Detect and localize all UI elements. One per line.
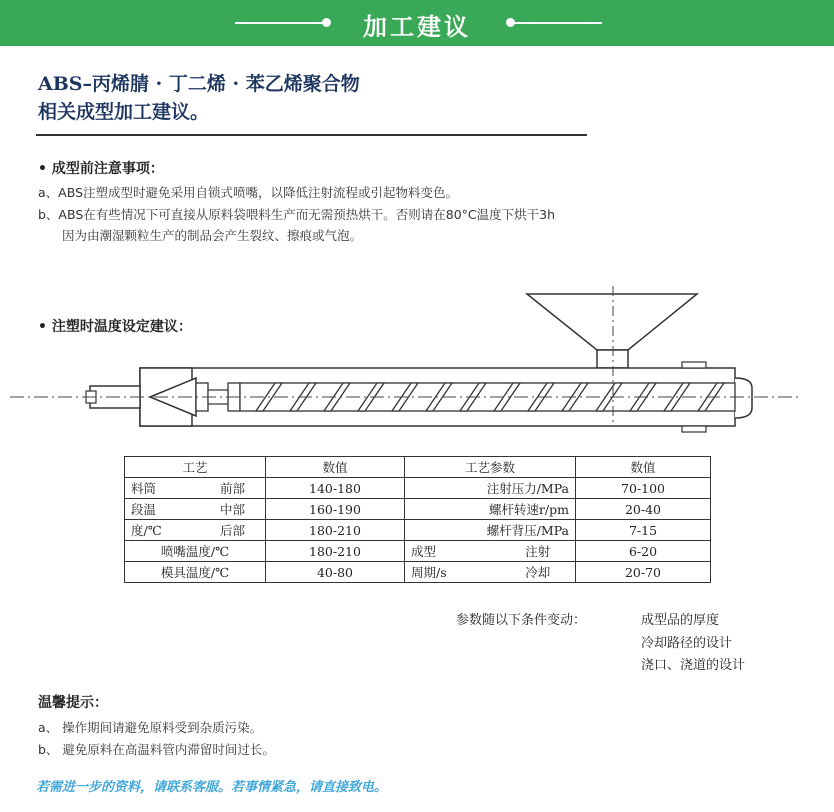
header-process: 工艺 <box>125 457 266 478</box>
cycle-cooling: 冷却 <box>501 562 576 583</box>
header-param-value: 数值 <box>576 457 711 478</box>
banner-title: 加工建议 <box>363 13 471 41</box>
nozzle-temp-value: 180-210 <box>266 541 405 562</box>
pre-molding-item-b-line-2: 因为由潮湿颗粒生产的制品会产生裂纹、擦痕或气泡。 <box>62 228 363 243</box>
barrel-label-2: 段温 <box>125 499 200 520</box>
pre-molding-heading: • 成型前注意事项： <box>38 161 164 177</box>
table-row <box>125 562 711 583</box>
pre-molding-item-a: a、ABS注塑成型时避免采用自锁式喷嘴，以降低注射流程或引起物料变色。 <box>38 185 459 200</box>
hopper-icon <box>527 294 697 350</box>
tips-item-b: b、 避免原料在高温料管内滞留时间过长。 <box>38 742 275 757</box>
zone-front: 前部 <box>200 478 266 499</box>
barrel-upper-tab <box>682 362 706 368</box>
screw-speed-value: 20-40 <box>576 499 711 520</box>
mold-temp-value: 40-80 <box>266 562 405 583</box>
injection-pressure-label: 注射压力/MPa <box>405 478 576 499</box>
process-parameter-table <box>124 456 711 583</box>
nozzle-temp-label: 喷嘴温度/℃ <box>125 541 266 562</box>
title-line-2: 相关成型加工建议。 <box>38 101 210 123</box>
table-header-row <box>125 457 711 478</box>
zone-middle: 中部 <box>200 499 266 520</box>
pre-molding-item-b-line-1: b、ABS在有些情况下可直接从原料袋喂料生产而无需预热烘干。否则请在80°C温度下烘干3h <box>38 207 556 222</box>
barrel-lower-tab <box>682 426 706 432</box>
table-row <box>125 541 711 562</box>
zone-rear-value: 180-210 <box>266 520 405 541</box>
cycle-injection: 注射 <box>501 541 576 562</box>
cycle-injection-value: 6-20 <box>576 541 711 562</box>
back-pressure-value: 7-15 <box>576 520 711 541</box>
injection-pressure-value: 70-100 <box>576 478 711 499</box>
zone-rear: 后部 <box>200 520 266 541</box>
zone-front-value: 140-180 <box>266 478 405 499</box>
barrel-rear-cap <box>735 378 752 418</box>
header-banner <box>0 0 834 46</box>
barrel-label-3: 度/℃ <box>125 520 200 541</box>
cycle-cooling-value: 20-70 <box>576 562 711 583</box>
screw-speed-label: 螺杆转速r/pm <box>405 499 576 520</box>
condition-item: 成型品的厚度 <box>641 613 720 628</box>
cycle-label-1: 成型 <box>405 541 501 562</box>
page-title <box>38 70 360 126</box>
tips-heading: 温馨提示： <box>38 695 108 711</box>
back-pressure-label: 螺杆背压/MPa <box>405 520 576 541</box>
cycle-label-2: 周期/s <box>405 562 501 583</box>
temperature-heading: • 注塑时温度设定建议： <box>38 319 192 335</box>
tips-item-a: a、 操作期间请避免原料受到杂质污染。 <box>38 720 263 735</box>
table-row <box>125 478 711 499</box>
table-row <box>125 499 711 520</box>
condition-item: 冷却路径的设计 <box>641 636 733 651</box>
header-value: 数值 <box>266 457 405 478</box>
title-line-1: ABS–丙烯腈 · 丁二烯 · 苯乙烯聚合物 <box>38 73 360 95</box>
mold-temp-label: 模具温度/℃ <box>125 562 266 583</box>
header-process-param: 工艺参数 <box>405 457 576 478</box>
barrel-label-1: 料筒 <box>125 478 200 499</box>
contact-footer: 若需进一步的资料，请联系客服。若事情紧急，请直接致电。 <box>36 780 388 795</box>
title-divider <box>36 134 587 136</box>
table-row <box>125 520 711 541</box>
condition-item: 浇口、浇道的设计 <box>641 658 746 673</box>
injection-screw-diagram <box>0 282 834 442</box>
conditions-label: 参数随以下条件变动： <box>456 613 587 628</box>
zone-middle-value: 160-190 <box>266 499 405 520</box>
banner-right-line <box>512 22 602 24</box>
